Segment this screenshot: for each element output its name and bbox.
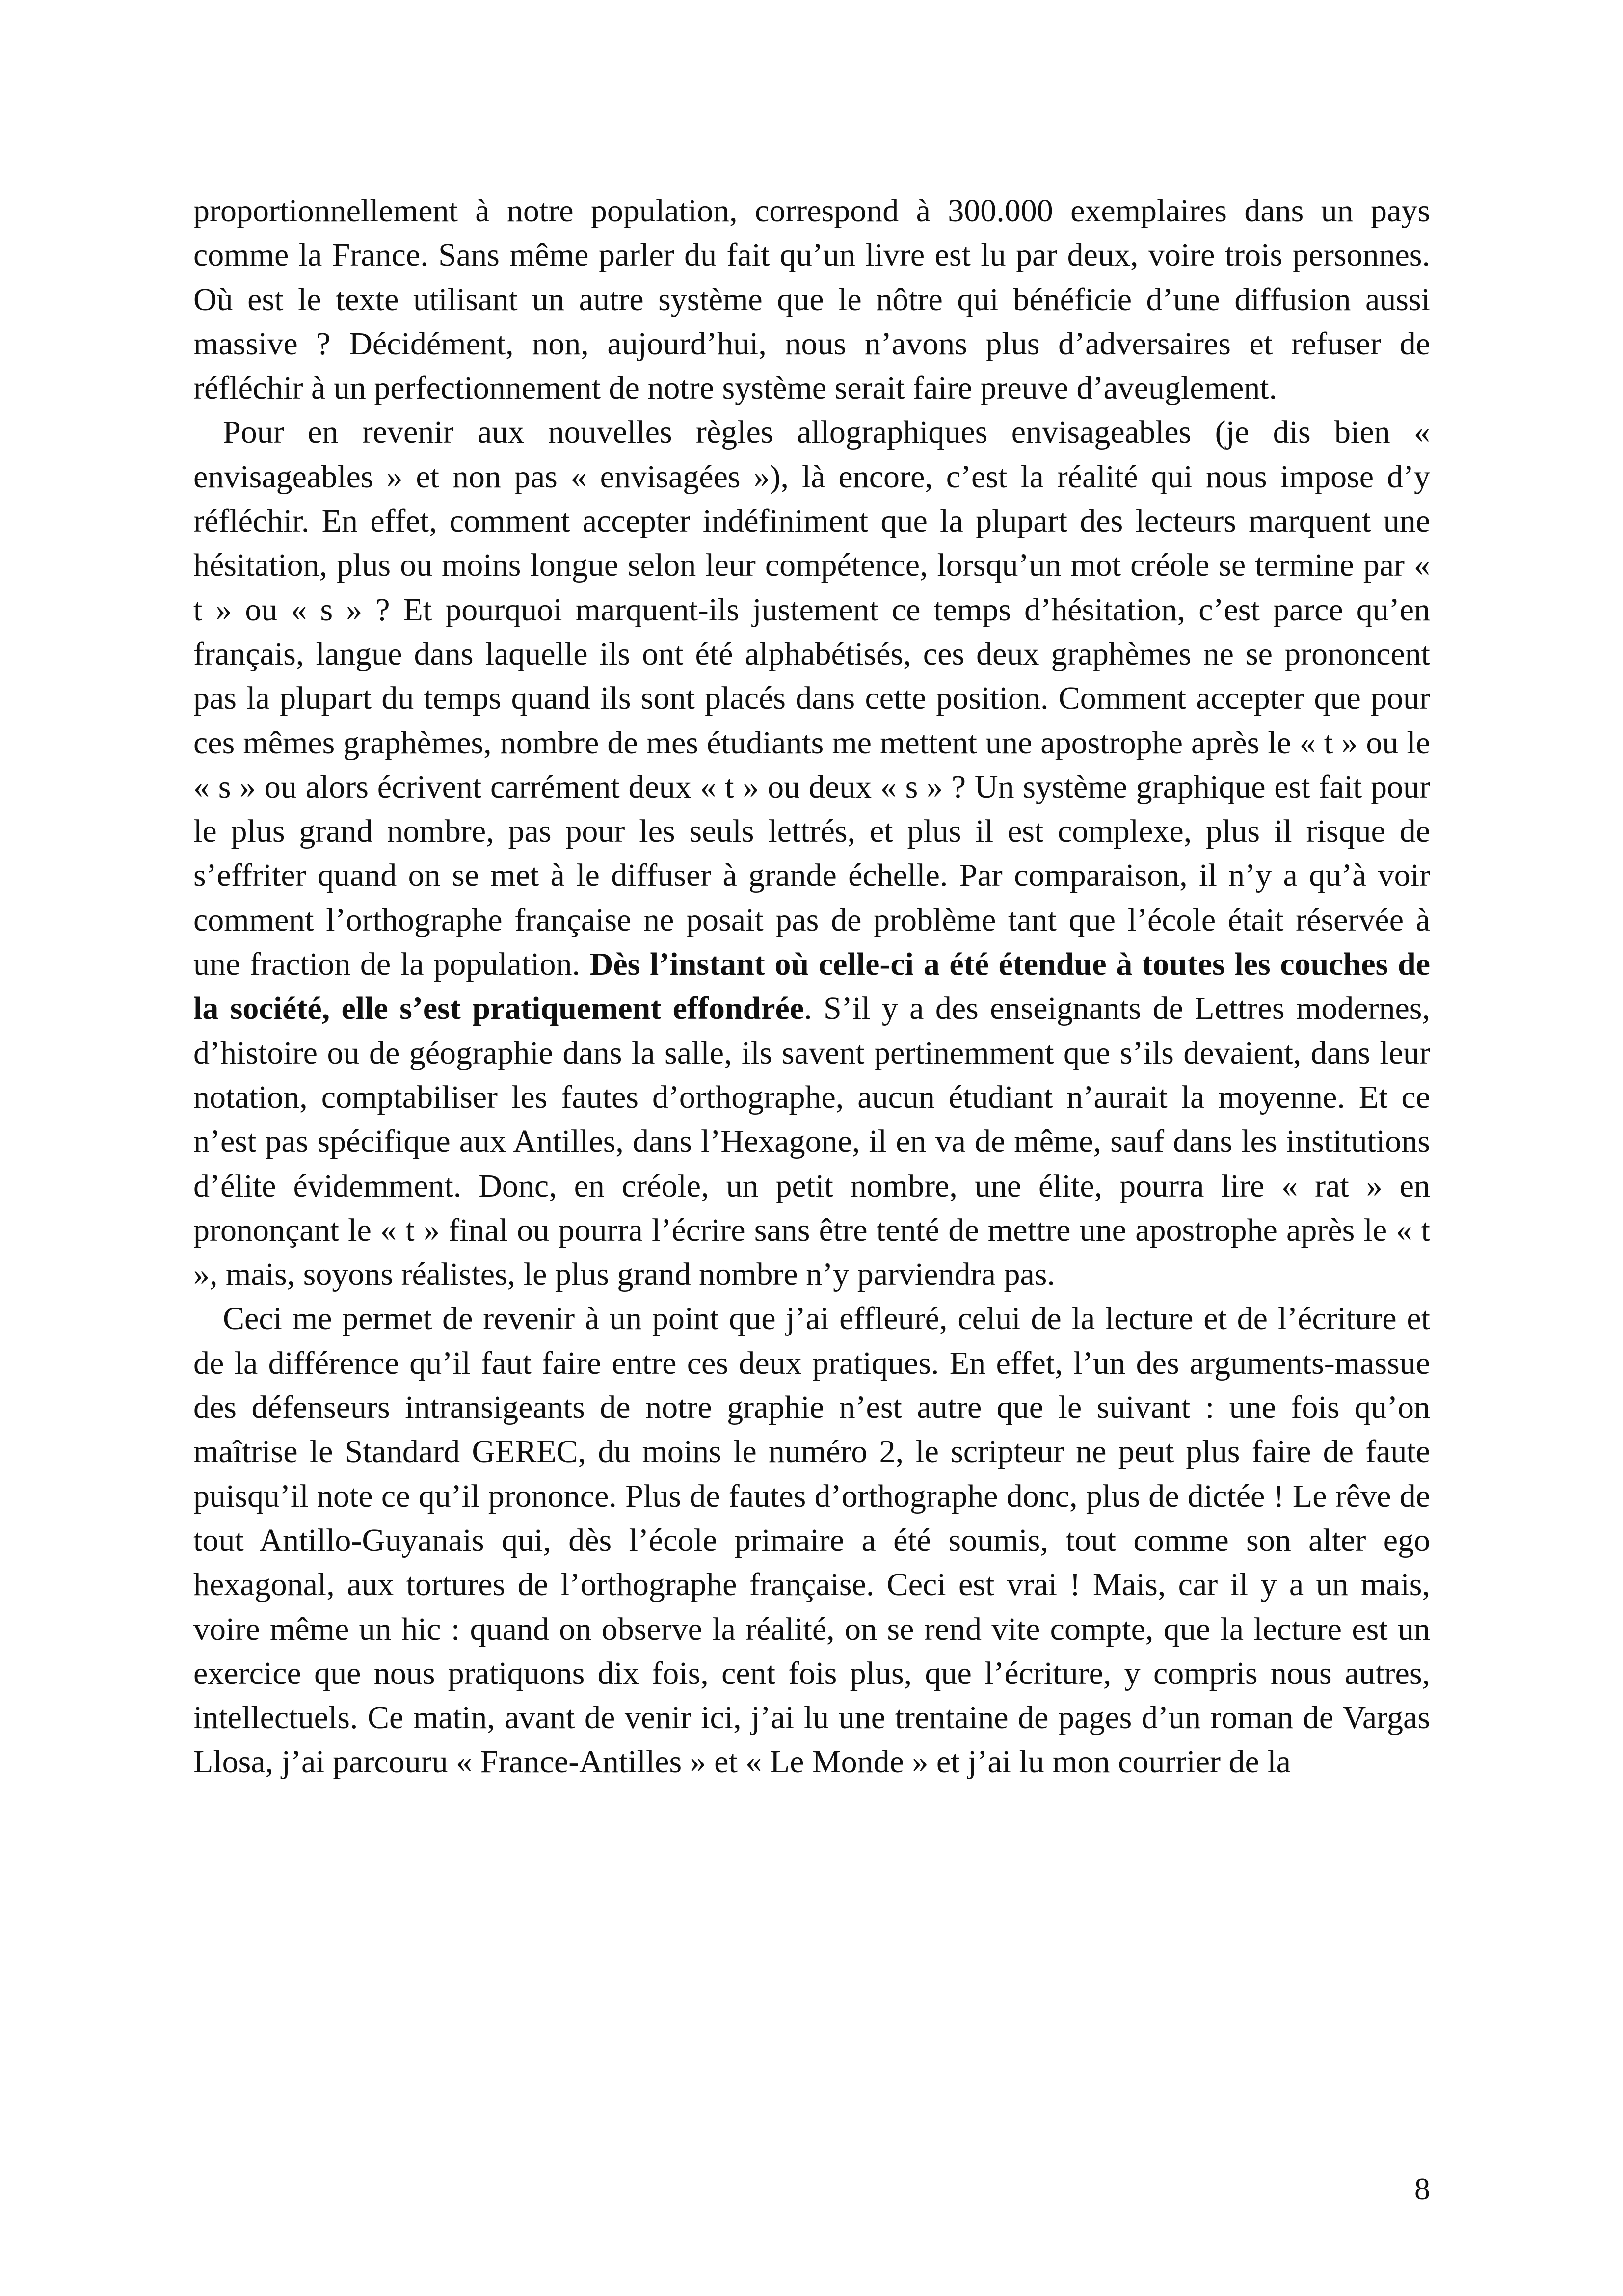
paragraph-text: . S’il y a des enseignants de Lettres modernes, d’histoire ou de géographie dans la salle, ils savent pertinemment que s’ils devaient, dans leur notation, comptabiliser les fautes d’orthographe, aucun étudiant n’aurait la moyenne. Et ce n’est pas spécifique aux Antilles, dans l’Hexagone, il en va de même, sauf dans les institutions d’élite évidemment. Donc, en créole, un petit nombre, une élite, pourra lire « rat » en prononçant le « t » final ou pourra l’écrire sans être tenté de mettre une apostrophe après le « t », mais, soyons réalistes, le plus grand nombre n’y parviendra pas. [193,990,1430,1293]
paragraph [193,410,1430,1297]
paragraph: proportionnellement à notre population, correspond à 300.000 exemplaires dans un pays comme la France. Sans même parler du fait qu’un livre est lu par deux, voire trois personnes. Où est le texte utilisant un autre système que le nôtre qui bénéficie d’une diffusion aussi massive ? Décidément, non, aujourd’hui, nous n’avons plus d’adversaires et refuser de réfléchir à un perfectionnement de notre système serait faire preuve d’aveuglement. [193,193,1430,406]
page-number: 8 [1414,2171,1430,2206]
document-body [193,189,1430,1785]
paragraph [193,1297,1430,1784]
paragraph-text: Ceci me permet de revenir à un point que j’ai effleuré, celui de la lecture et de l’écriture et de la différence qu’il faut faire entre ces deux pratiques. En effet, l’un des arguments-massue des défenseurs intransigeants de notre graphie n’est autre que le suivant : une fois qu’on maîtrise le Standard GEREC, du moins le numéro 2, le scripteur ne peut plus faire de faute puisqu’il note ce qu’il prononce. Plus de fautes d’orthographe donc, plus de dictée ! Le rêve de tout Antillo-Guyanais qui, dès l’école primaire a été soumis, tout comme son alter ego hexagonal, aux tortures de l’orthographe française. Ceci est vrai ! Mais, car il y a un mais, voire même un hic : quand on observe la réalité, on se rend vite compte, que la lecture est un exercice que nous pratiquons dix fois, cent fois plus, que l’écriture, y compris nous autres, intellectuels. Ce matin, avant de venir ici, j’ai lu une trentaine de pages d’un roman de Vargas Llosa, j’ai [193,1301,1430,1780]
paragraph-text: Pour en revenir aux nouvelles règles allographiques envisageables (je dis bien « envisageables » et non pas « envisagées »), là encore, c’est la réalité qui nous impose d’y réfléchir. En effet, comment accepter indéfiniment que la plupart des lecteurs marquent une hésitation, plus ou moins longue selon leur compétence, lorsqu’un mot créole se termine par « t » ou « s » ? Et pourquoi marquent-ils justement ce temps d’hésitation, c’est parce qu’en français, langue dans laquelle ils ont été alphabétisés, ces deux graphèmes ne se prononcent pas la plupart du temps quand ils sont placés dans cette position. Comment accepter que pour ces mêmes graphèmes, nombre de mes étudiants me mettent une apostrophe après le « t » ou le « s » ou alors écrivent carrément deux « t » ou deux « s » ? Un système graphique est fait pour le plus grand nombre, pas pour les seuls lettrés, et plus il est complexe, plus il risque de s’effriter quand on se met à le diffuser à grande échelle. Par comparaison, il n’y a qu’à voir comment l’orthographe française ne posait pas de problème tant que l’école était réservée à une fraction de la population. [193,414,1430,983]
bold-emphasis: Dès l’instant où celle-ci a été étendue à toutes les couches de la société, elle s’est pratiquement effondrée [193,946,1431,1027]
paragraph-last-line: parcouru « France-Antilles » et « Le Monde » et j’ai lu mon courrier de la [333,1744,1291,1780]
